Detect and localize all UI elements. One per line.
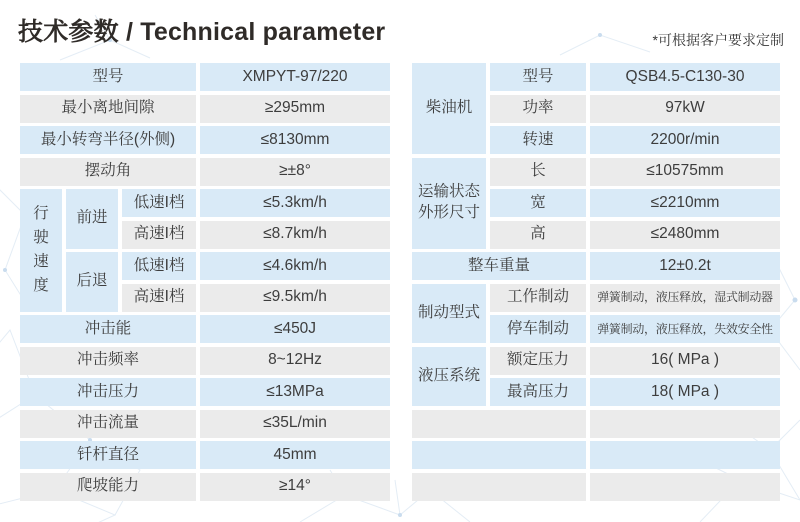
model-label-cell: 型号 (20, 63, 196, 91)
forward-low-gear-value-cell: ≤5.3km/h (200, 189, 390, 217)
width-label-cell: 宽 (490, 189, 586, 217)
left-spec-table (20, 63, 390, 501)
parking-brake-label-cell: 停车制动 (490, 315, 586, 343)
height-value-cell: ≤2480mm (590, 221, 780, 249)
width-value-cell: ≤2210mm (590, 189, 780, 217)
forward-direction-cell: 前进 (66, 189, 118, 249)
engine-speed-label-cell: 转速 (490, 126, 586, 154)
ground-clearance-label-cell: 最小离地间隙 (20, 95, 196, 123)
reverse-low-gear-value-cell: ≤4.6km/h (200, 252, 390, 280)
impact-frequency-value-cell: 8~12Hz (200, 347, 390, 375)
customization-note: *可根据客户要求定制 (652, 32, 784, 48)
rod-diameter-value-cell: 45mm (200, 441, 390, 469)
swing-angle-label-cell: 摆动角 (20, 158, 196, 186)
max-pressure-value-cell: 18( MPa ) (590, 378, 780, 406)
rated-pressure-label-cell: 额定压力 (490, 347, 586, 375)
empty-label-cell (412, 473, 586, 501)
engine-model-label-cell: 型号 (490, 63, 586, 91)
engine-speed-value-cell: 2200r/min (590, 126, 780, 154)
forward-low-gear-label-cell: 低速I档 (122, 189, 196, 217)
empty-value-cell (590, 410, 780, 438)
engine-model-value-cell: QSB4.5-C130-30 (590, 63, 780, 91)
reverse-low-gear-label-cell: 低速I档 (122, 252, 196, 280)
reverse-direction-cell: 后退 (66, 252, 118, 312)
page-title: 技术参数 / Technical parameter (18, 18, 386, 46)
forward-high-gear-value-cell: ≤8.7km/h (200, 221, 390, 249)
vehicle-weight-label-cell: 整车重量 (412, 252, 586, 280)
impact-pressure-label-cell: 冲击压力 (20, 378, 196, 406)
impact-frequency-label-cell: 冲击频率 (20, 347, 196, 375)
gradeability-value-cell: ≥14° (200, 473, 390, 501)
transport-dimensions-group-cell (412, 158, 486, 249)
travel-speed-group-label: 行驶速度 (33, 205, 49, 295)
impact-flow-label-cell: 冲击流量 (20, 410, 196, 438)
empty-value-cell (590, 473, 780, 501)
forward-high-gear-label-cell: 高速I档 (122, 221, 196, 249)
empty-label-cell (412, 441, 586, 469)
engine-power-value-cell: 97kW (590, 95, 780, 123)
height-label-cell: 高 (490, 221, 586, 249)
hydraulic-system-group-cell: 液压系统 (412, 347, 486, 407)
empty-label-cell (412, 410, 586, 438)
impact-energy-value-cell: ≤450J (200, 315, 390, 343)
transport-dimensions-group-label: 运输状态外形尺寸 (417, 183, 480, 221)
turning-radius-value-cell: ≤8130mm (200, 126, 390, 154)
model-value-cell: XMPYT-97/220 (200, 63, 390, 91)
parking-brake-value-cell: 弹簧制动，液压释放，失效安全性 (590, 315, 780, 343)
ground-clearance-value-cell: ≥295mm (200, 95, 390, 123)
empty-value-cell (590, 441, 780, 469)
gradeability-label-cell: 爬坡能力 (20, 473, 196, 501)
impact-flow-value-cell: ≤35L/min (200, 410, 390, 438)
rated-pressure-value-cell: 16( MPa ) (590, 347, 780, 375)
max-pressure-label-cell: 最高压力 (490, 378, 586, 406)
rod-diameter-label-cell: 钎杆直径 (20, 441, 196, 469)
impact-energy-label-cell: 冲击能 (20, 315, 196, 343)
reverse-high-gear-label-cell: 高速I档 (122, 284, 196, 312)
reverse-high-gear-value-cell: ≤9.5km/h (200, 284, 390, 312)
swing-angle-value-cell: ≥±8° (200, 158, 390, 186)
length-label-cell: 长 (490, 158, 586, 186)
turning-radius-label-cell: 最小转弯半径(外侧) (20, 126, 196, 154)
service-brake-value-cell: 弹簧制动，液压释放，湿式制动器 (590, 284, 780, 312)
length-value-cell: ≤10575mm (590, 158, 780, 186)
service-brake-label-cell: 工作制动 (490, 284, 586, 312)
vehicle-weight-value-cell: 12±0.2t (590, 252, 780, 280)
travel-speed-group-cell (20, 189, 62, 312)
diesel-engine-group-cell: 柴油机 (412, 63, 486, 154)
brake-type-group-cell: 制动型式 (412, 284, 486, 344)
right-spec-table (412, 63, 780, 501)
impact-pressure-value-cell: ≤13MPa (200, 378, 390, 406)
engine-power-label-cell: 功率 (490, 95, 586, 123)
